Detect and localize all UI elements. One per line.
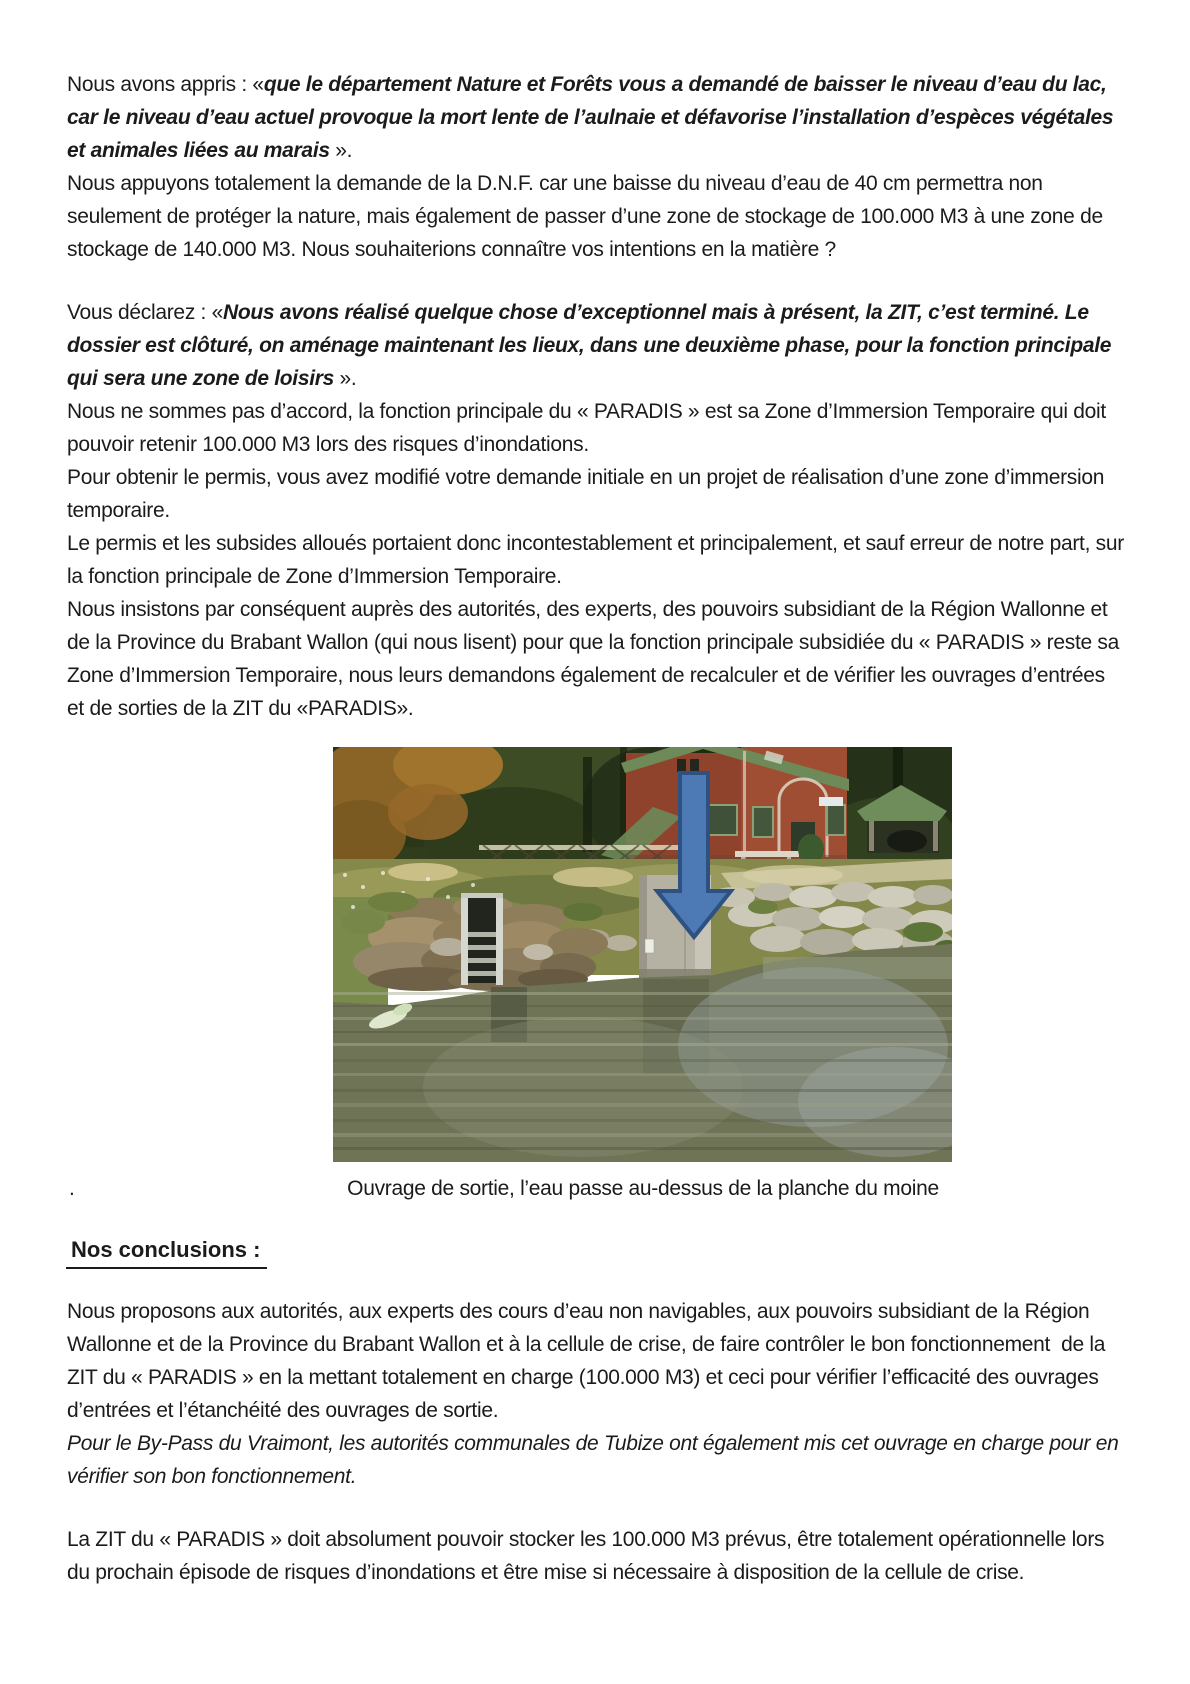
figure-caption: Ouvrage de sortie, l’eau passe au-dessus de la planche du moine xyxy=(347,1177,939,1200)
text-run: Nous insistons par conséquent auprès des autorités, des experts, des pouvoirs subsidiant de la Région Wallonne et de la Province du Brabant Wallon (qui nous lisent) pour que la fonction principale subsidiée du « PARADIS » reste sa Zone d’Immersion Temporaire, nous leurs demandons également de recalculer et de vérifier les ouvrages d’entrées et de sorties de la ZIT du «PARADIS». xyxy=(67,598,1125,720)
text-run: Nous proposons aux autorités, aux experts des cours d’eau non navigables, aux pouvoirs subsidiant de la Région Wallonne et de la Province du Brabant Wallon et à la cellule de crise, de faire contrôler le bon fonctionnement de la ZIT du « PARADIS » en la mettant totalement en charge (100.000 M3) et ceci pour vérifier l’efficacité des ouvrages d’entrées et l’étanchéité des ouvrages de sortie. xyxy=(67,1300,1111,1422)
conclusions-heading xyxy=(67,1233,1125,1269)
text-run: Nous ne sommes pas d’accord, la fonction principale du « PARADIS » est sa Zone d’Immersion Temporaire qui doit pouvoir retenir 100.000 M3 lors des risques d’inondations. xyxy=(67,400,1112,456)
stray-period: . xyxy=(69,1177,75,1200)
text-run: Nous avons appris : « xyxy=(67,73,264,96)
paragraph xyxy=(67,395,1125,461)
paragraph xyxy=(67,1295,1125,1427)
caption-row xyxy=(67,1172,1125,1205)
paragraph xyxy=(67,296,1125,395)
text-run: Nous appuyons totalement la demande de la D.N.F. car une baisse du niveau d’eau de 40 cm permettra non seulement de protéger la nature, mais également de passer d’une zone de stockage de 100.000 M3 à une zone de stockage de 140.000 M3. Nous souhaiterions connaître vos intentions en la matière ? xyxy=(67,172,1109,261)
conclusions-body xyxy=(67,1295,1125,1589)
text-run: Nous avons réalisé quelque chose d’exceptionnel mais à présent, la ZIT, c’est terminé. Le dossier est clôturé, on aménage maintenant les lieux, dans une deuxième phase, pour la fonction principale qui sera une zone de loisirs xyxy=(67,301,1117,390)
text-run: Vous déclarez : « xyxy=(67,301,223,324)
moine-structure xyxy=(461,893,503,985)
letter-body xyxy=(67,68,1130,725)
paragraph xyxy=(67,1523,1125,1589)
text-run: que le département Nature et Forêts vous a demandé de baisser le niveau d’eau du lac, car le niveau d’eau actuel provoque la mort lente de l’aulnaie et défavorise l’installation d’espèces végétales et animales liées au marais xyxy=(67,73,1119,162)
text-run: ». xyxy=(334,367,357,390)
text-run: Pour obtenir le permis, vous avez modifié votre demande initiale en un projet de réalisation d’une zone d’immersion temporaire. xyxy=(67,466,1110,522)
text-run: La ZIT du « PARADIS » doit absolument pouvoir stocker les 100.000 M3 prévus, être totalement opérationnelle lors du prochain épisode de risques d’inondations et être mise si nécessaire à disposition de la cellule de crise. xyxy=(67,1528,1110,1584)
paragraph xyxy=(67,167,1125,266)
figure-ouvrage-sortie xyxy=(67,747,1125,1205)
photo-ouvrage-sortie xyxy=(333,747,952,1162)
paragraph xyxy=(67,593,1125,725)
bench xyxy=(735,851,799,857)
photo-canvas xyxy=(333,747,952,1162)
text-run: ». xyxy=(329,139,353,162)
paragraph xyxy=(67,1427,1125,1493)
paragraph xyxy=(67,461,1125,527)
conclusions-heading-text: Nos conclusions : xyxy=(66,1233,267,1269)
house-sign xyxy=(819,797,843,806)
text-run: Pour le By-Pass du Vraimont, les autorités communales de Tubize ont également mis cet ouvrage en charge pour en vérifier son bon fonctionnement. xyxy=(67,1432,1125,1488)
paragraph xyxy=(67,68,1125,167)
paragraph xyxy=(67,527,1130,593)
text-run: Le permis et les subsides alloués portaient donc incontestablement et principalement, et sauf erreur de notre part, sur la fonction principale de Zone d’Immersion Temporaire. xyxy=(67,532,1130,588)
